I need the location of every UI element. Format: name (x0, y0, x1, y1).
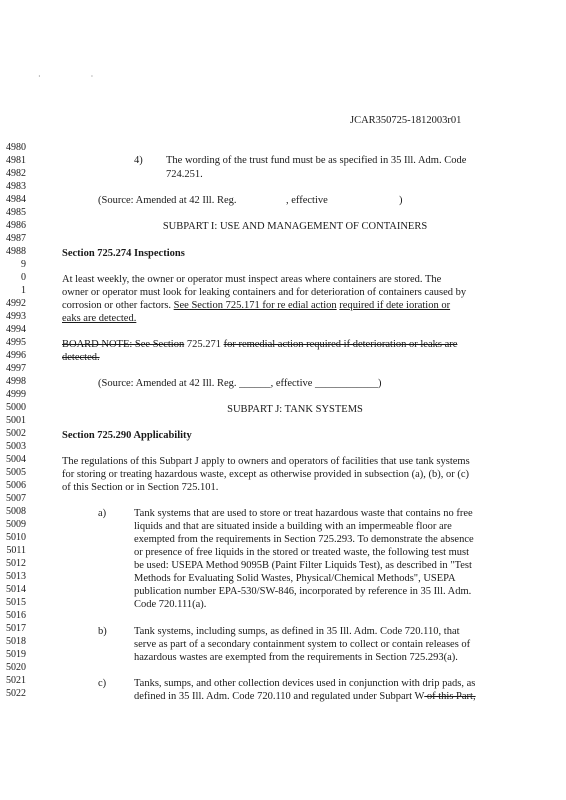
line-number: 4996 (6, 350, 26, 361)
item-b-body-line: Tank systems, including sumps, as defined in 35 Ill. Adm. Code 720.110, that (134, 626, 460, 637)
line-number: 5015 (6, 597, 26, 608)
line-number: 5009 (6, 519, 26, 530)
item-4-number: 4) (134, 155, 143, 166)
section-725-290-heading: Section 725.290 Applicability (62, 430, 192, 441)
inspections-line-2: owner or operator must look for leaking containers and for deterioration of containers caused by (62, 287, 467, 298)
inspections-line-4: eaks are detected. (62, 313, 137, 324)
applicability-line-3: of this Section or in Section 725.101. (62, 482, 219, 493)
document-id: JCAR350725-1812003r01 (350, 115, 462, 126)
board-note-line-2: detected. (62, 352, 100, 363)
item-a-body-line: Methods for Evaluating Solid Wastes, Physical/Chemical Methods", USEPA (134, 573, 456, 584)
line-number: 5006 (6, 480, 26, 491)
item-a-label: a) (98, 508, 107, 519)
line-number: 4992 (6, 298, 26, 309)
line-number: 4998 (6, 376, 26, 387)
applicability-line-1: The regulations of this Subpart J apply to owners and operators of facilities that use tank systems (62, 456, 470, 467)
line-number: 5019 (6, 649, 26, 660)
item-a-body-line: Code 720.111(a). (134, 599, 207, 610)
line-number: 5013 (6, 571, 26, 582)
item-a-body-line: publication number EPA-530/SW-846, incorporated by reference in 35 Ill. Adm. (134, 586, 472, 597)
line-number: 4999 (6, 389, 26, 400)
line-number: 5020 (6, 662, 26, 673)
applicability-line-2: for storing or treating hazardous waste, except as otherwise provided in subsection (a), (b), or (c) (62, 469, 470, 480)
line-number: 4985 (6, 207, 26, 218)
line-number: 5012 (6, 558, 26, 569)
subpart-j-heading: SUBPART J: TANK SYSTEMS (227, 404, 363, 415)
inspections-line-3: corrosion or other factors. See Section 725.171 for re edial action required if dete ioration or (62, 300, 451, 311)
line-number: 4993 (6, 311, 26, 322)
line-number: 4987 (6, 233, 26, 244)
line-number: 5003 (6, 441, 26, 452)
line-number: 5021 (6, 675, 26, 686)
line-number: 4988 (6, 246, 26, 257)
line-number: 5001 (6, 415, 26, 426)
board-note-line-1: BOARD NOTE: See Section 725.271 for remedial action required if deterioration or leaks are (62, 339, 458, 350)
line-number: 4983 (6, 181, 26, 192)
item-b-label: b) (98, 626, 107, 637)
item-c-label: c) (98, 678, 107, 689)
line-number: 9 (21, 259, 26, 270)
line-number: 4982 (6, 168, 26, 179)
source-note-2: (Source: Amended at 42 Ill. Reg. ______, effective ____________) (98, 378, 382, 389)
line-number: 5004 (6, 454, 26, 465)
line-number: 4984 (6, 194, 26, 205)
line-number: 5016 (6, 610, 26, 621)
scan-specks: · · (38, 72, 118, 81)
line-number: 5005 (6, 467, 26, 478)
inserted-cross-reference: See Section 725.171 for re edial action (173, 300, 337, 311)
item-a-body-line: exempted from the requirements in Section 725.293. To demonstrate the absence (134, 534, 474, 545)
line-number: 4997 (6, 363, 26, 374)
line-number: 5000 (6, 402, 26, 413)
item-a-body-line: or presence of free liquids in the stored or treated waste, the following test must (134, 547, 470, 558)
subpart-i-heading: SUBPART I: USE AND MANAGEMENT OF CONTAINERS (162, 221, 428, 232)
item-4-line-1: The wording of the trust fund must be as specified in 35 Ill. Adm. Code (166, 155, 467, 166)
line-number: 5011 (6, 545, 26, 556)
section-725-274-heading: Section 725.274 Inspections (62, 248, 185, 259)
item-b-body-line: hazardous wastes are exempted from the requirements in Section 725.293(a). (134, 652, 458, 663)
source-note-1-close: ) (399, 195, 403, 206)
item-a-body-line: be used: USEPA Method 9095B (Paint Filter Liquids Test), as described in "Test (134, 560, 472, 571)
line-number: 4980 (6, 142, 26, 153)
line-number: 5007 (6, 493, 26, 504)
line-number: 5002 (6, 428, 26, 439)
line-number: 5014 (6, 584, 26, 595)
line-number: 5022 (6, 688, 26, 699)
inspections-line-1: At least weekly, the owner or operator must inspect areas where containers are stored. The (62, 274, 442, 285)
line-number: 4986 (6, 220, 26, 231)
line-number: 5008 (6, 506, 26, 517)
item-c-line-1: Tanks, sumps, and other collection devices used in conjunction with drip pads, as (134, 678, 476, 689)
line-number: 5018 (6, 636, 26, 647)
line-number: 5010 (6, 532, 26, 543)
line-number: 5017 (6, 623, 26, 634)
source-note-1-effective: , effective (286, 195, 328, 206)
line-number: 4981 (6, 155, 26, 166)
line-number: 4994 (6, 324, 26, 335)
item-b-body-line: serve as part of a secondary containment system to collect or contain releases of (134, 639, 471, 650)
line-number: 4995 (6, 337, 26, 348)
line-number: 1 (21, 285, 26, 296)
source-note-1: (Source: Amended at 42 Ill. Reg. (98, 195, 237, 206)
item-a-body-line: liquids and that are situated inside a building with an impermeable floor are (134, 521, 452, 532)
item-4-line-2: 724.251. (166, 169, 203, 180)
item-a-body-line: Tank systems that are used to store or treat hazardous waste that contains no free (134, 508, 473, 519)
line-number: 0 (21, 272, 26, 283)
item-c-line-2: defined in 35 Ill. Adm. Code 720.110 and regulated under Subpart W of this Part, (134, 691, 476, 702)
